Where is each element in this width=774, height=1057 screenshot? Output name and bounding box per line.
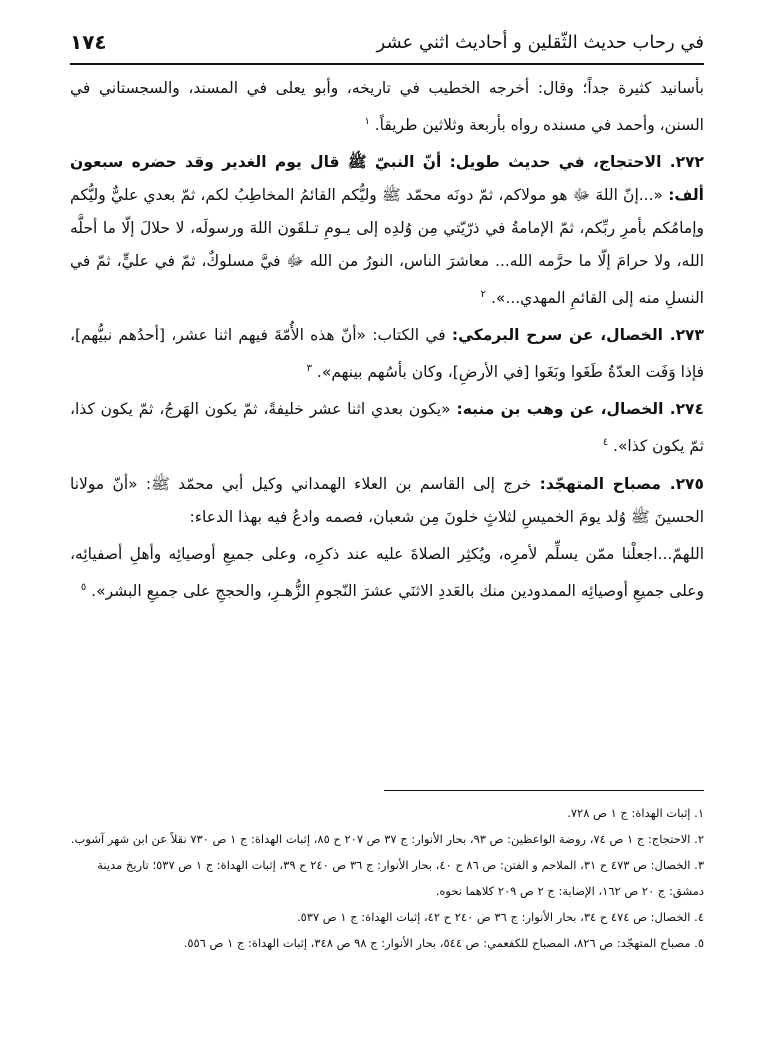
footnote-ref: ٢ <box>480 289 487 301</box>
hadith-heading: ٢٧٥. مصباح المتهجّد: <box>539 474 704 493</box>
page-header <box>70 22 704 62</box>
footnote: ٤. الخصال: ص ٤٧٤ ح ٣٤، بحار الأنوار: ج ٣٦ ص ٢٤٠ ح ٤٢، إثبات الهداة: ج ١ ص ٥٣٧. <box>296 910 704 924</box>
hadith-heading: ٢٧٣. الخصال، عن سرح البرمكي: <box>451 326 704 345</box>
hadith-275: ٢٧٥. مصباح المتهجّد: خرج إلى القاسم بن العلاء الهمداني وكيل أبي محمّد ﷺ: «أنّ مولانا الحسينَ ﷺ وُلد يومَ الخميسِ لثلاثٍ خلونَ مِن شعبان، فصمه وادعُ فيه بهذا الدعاء: <box>70 474 704 526</box>
hadith-274: ٢٧٤. الخصال، عن وهب بن منبه: «يكون بعدي اثنا عشر خليفةً، ثمّ يكون الهَرجُ، ثمّ يكون كذا، ثمّ يكون كذا». $^٤$ <box>70 400 704 456</box>
footnote-ref: ٣ <box>306 363 312 375</box>
hadith-heading: ٢٧٢. الاحتجاج، في حديث طويل: أنّ النبيّ ﷺ قال يوم الغدير وقد حضره سبعون ألف: <box>70 153 704 205</box>
header-rule <box>70 63 704 65</box>
running-title: في رحاب حديث الثّقلين و أحاديث اثني عشر <box>376 31 704 53</box>
page-number: ١٧٤ <box>70 30 107 54</box>
footnote-ref: ٥ <box>80 581 87 593</box>
prayer-text: اللهمّ...اجعلْنا ممّن يسلِّم لأمرِه، ويُكثِر الصلاةَ عليه عند ذكرِه، وعلى جميعِ أوصيائِه وأهلِ أصفيائِه، وعلى جميعِ أوصيائِه الممدودين منك بالعَددِ الاثنَي عشرَ النّجومِ الزُّهـرِ، والحججِ على جميعِ البشر». $^٥$ <box>70 544 704 600</box>
footnote: ٥. مصباح المتهجّد: ص ٨٢٦، المصباح للكفعمي: ص ٥٤٤، بحار الأنوار: ج ٩٨ ص ٣٤٨، إثبات الهداة: ج ١ ص ٥٥٦. <box>183 936 704 950</box>
footnote: ١. إثبات الهداة: ج ١ ص ٧٢٨. <box>567 806 704 820</box>
footnote: ٢. الاحتجاج: ج ١ ص ٧٤، روضة الواعظين: ص ٩٣، بحار الأنوار: ج ٣٧ ص ٢٠٧ ح ٨٥، إثبات الهداة: ج ١ ص ٧٣٠ نقلاً عن ابن شهر آشوب. <box>70 832 704 846</box>
paragraph-continued: بأسانيد كثيرة جداً؛ وقال: أخرجه الخطيب في تاريخه، وأبو يعلى في المسند، والسجستاني في السنن، وأحمد في مسنده رواه بأربعة وثلاثين طريقاً. $^١$ <box>70 79 704 135</box>
footnote: ٣. الخصال: ص ٤٧٣ ح ٣١، الملاحم و الفتن: ص ٨٦ ح ٤٠، بحار الأنوار: ج ٣٦ ص ٢٤٠ ح ٣٩، إثبات الهداة: ج ١ ص ٥٣٧؛ تاريخ مدينة دمشق: ج ٢٠ ص ١٦٢، الإصابة: ج ٢ ص ٢٠٩ كلاهما نحوه. <box>97 858 704 898</box>
footnotes <box>70 800 704 1050</box>
hadith-272: ٢٧٢. الاحتجاج، في حديث طويل: أنّ النبيّ ﷺ قال يوم الغدير وقد حضره سبعون ألف: «...إنّ اللهَ ﷻ هو مولاكم، ثمّ دونَه محمّد ﷺ وليُّكم القائمُ المخاطِبُ لكم، ثمّ بعدي عليٌّ وليُّكم وإمامُكم بأمرِ ربِّكم، ثمّ الإمامةُ في ذرّيّتي مِن وُلدِه إلى يـومِ تـلقَون اللهَ ورسولَه، لا حلالَ إلّا ما أحلَّه الله، ولا حرامَ إلّا ما حرَّمه الله... معاشرَ الناس، النورُ من الله ﷻ فيَّ مسلوكٌ، ثمّ في عليٍّ، ثمّ في النسلِ منه إلى القائمِ المهدي...». $^٢$ <box>70 153 704 308</box>
footnote-rule <box>384 790 704 791</box>
footnote-ref: ١ <box>364 116 370 127</box>
hadith-273: ٢٧٣. الخصال، عن سرح البرمكي: في الكتاب: «أنّ هذه الأُمّةَ فيهم اثنا عشر، [أحدُهم نبيُّهم]، فإذا وَفَت العدّةُ طَغَوا وبَغَوا [في الأرضِ]، وكان بأسُهم بينهم». $^٣$ <box>70 326 704 382</box>
main-text <box>70 72 704 732</box>
footnote-ref: ٤ <box>602 437 609 449</box>
hadith-heading: ٢٧٤. الخصال، عن وهب بن منبه: <box>456 400 704 419</box>
